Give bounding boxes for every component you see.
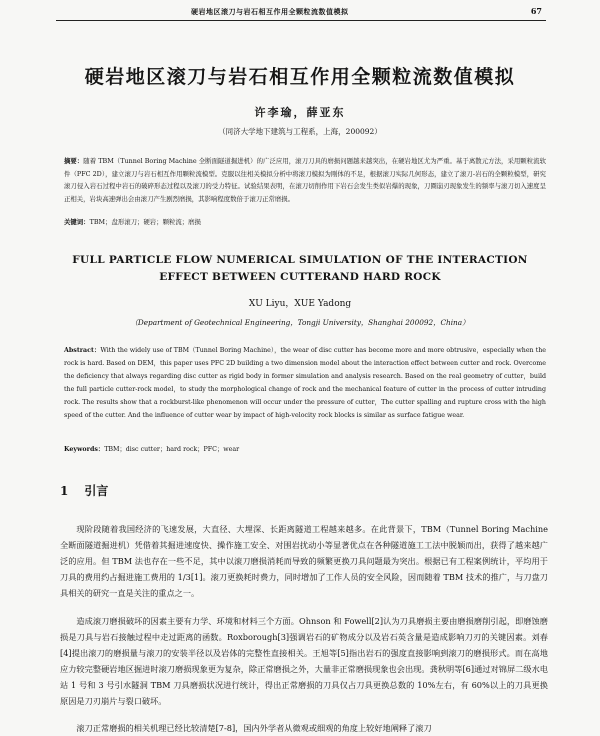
title-en-line1: FULL PARTICLE FLOW NUMERICAL SIMULATION OF THE INTERACTION — [72, 254, 528, 266]
abstract-en-label: Abstract： — [64, 347, 101, 354]
paper-title-en — [0, 252, 600, 286]
keywords-en-text: TBM；disc cutter；hard rock；PFC；wear — [104, 446, 240, 453]
section-number: 1 — [60, 484, 69, 498]
affiliation-cn: （同济大学地下建筑与工程系，上海，200092） — [218, 127, 382, 136]
authors-cn: 许李瑜，薛亚东 — [254, 106, 346, 119]
page-number: 67 — [530, 6, 542, 16]
authors-en: XU Liyu，XUE Yadong — [248, 299, 352, 309]
keywords-en — [64, 444, 546, 453]
paper-title-cn: 硬岩地区滚刀与岩石相互作用全颗粒流数值模拟 — [84, 66, 516, 88]
section-heading — [60, 482, 108, 499]
title-en-line2: EFFECT BETWEEN CUTTERAND HARD ROCK — [159, 271, 441, 283]
body-paragraph: 现阶段随着我国经济的飞速发展，大直径、大埋深、长距离隧道工程越来越多。在此背景下，TBM（Tunnel Boring Machine 全断面隧道掘进机）凭借着其掘进速度快、操作施工安全、对围岩扰动小等显著优点在各种隧道施工工法中脱颖而出，获得了越来越广泛的应用。但 TBM 法也存在一些不足，其中以滚刀磨损消耗而导致的频繁更换刀具问题最为突出。根据已有工程案例统计，平均用于刀具的费用约占掘进施工费用的 1/3[1]。滚刀更换耗时费力，同时增加了工作人员的安全风险，因而随着 TBM 技术的推广，与刀盘刀具相关的研究一直是关注的重点之一。 — [60, 524, 548, 599]
keywords-cn — [64, 217, 546, 227]
abstract-cn-text: 随着 TBM（Tunnel Boring Machine 全断面隧道掘进机）的广泛应用，滚刀刀具的磨损问题越来越突出，在硬岩地区尤为严重。基于离散元方法，采用颗粒流软件（PFC 2D），建立滚刀与岩石相互作用颗粒流模型。克服以往相关模拟分析中将滚刀模拟为刚体的不足，根据滚刀实际几何形态，建立了滚刀-岩石的全颗粒模型，研究滚刀侵入岩石过程中岩石的破碎形态过程以及滚刀的受力特征。试验结果表明，在滚刀切削作用下岩石会发生类似岩爆的现象，刀圈崩刃现象发生的频率与滚刀切入速度呈正相关，岩块高速弹出会由滚刀产生剧烈磨损，其影响程度数倍于滚刀正常磨损。 — [64, 157, 546, 203]
abstract-en — [64, 344, 546, 422]
running-header — [56, 4, 546, 21]
running-title: 硬岩地区滚刀与岩石相互作用全颗粒流数值模拟 — [191, 7, 349, 16]
keywords-cn-label: 关键词： — [64, 218, 90, 226]
abstract-cn-label: 摘要： — [64, 157, 84, 165]
abstract-en-text: With the widely use of TBM（Tunnel Boring Machine），the wear of disc cutter has become more and more obtrusive，especially when the rock is hard. Based on DEM，this paper uses PFC 2D building a two dimension model about the interaction effect between cutter and rock. Overcome the deficiency that always regarding disc cutter as rigid body in former simulation and analysis research. Based on the real geometry of cutter，build the full particle cutter-rock model，to study the morphological change of rock and the mechanical feature of cutter in the process of cutter intruding rock. The results show that a rockburst-like phenomenon will occur under the pressure of cutter，The cutter spalling and rupture cross with the high speed of the cutter. And the influence of cutter wear by impact of high-velocity rock blocks is similar as surface fatigue wear. — [64, 347, 546, 419]
affiliation-en: （Department of Geotechnical Engineering，Tongji University，Shanghai 200092，China） — [130, 318, 470, 327]
keywords-cn-text: TBM；盘形滚刀；硬岩；颗粒流；磨损 — [89, 218, 201, 226]
section-title: 引言 — [84, 484, 109, 498]
body-paragraph: 滚刀正常磨损的相关机理已经比较清楚[7-8]，国内外学者从微观或细观的角度上较好地阐释了滚刀 — [76, 723, 432, 734]
abstract-cn — [64, 155, 546, 205]
body-paragraph: 造成滚刀磨损破坏的因素主要有力学、环境和材料三个方面。Ohnson 和 Fowell[2]认为刀具磨损主要由磨损磨削引起，即磨蚀磨损是刀具与岩石接触过程中走过距离的函数。Roxborough[3]强调岩石的矿物成分以及岩石英含量是造成影响刀刃的关键因素。刘春[4]提出滚刀的磨损量与滚刀的安装半径以及岩体的完整性直接相关。王旭等[5]指出岩石的强度直接影响到滚刀的磨损形式。而在高地应力较完整硬岩地区掘进时滚刀磨损现象更为复杂，除正常磨损之外，大量非正常磨损现象也会出现。龚秋明等[6]通过对锦屏二级水电站 1 号和 3 号引水隧洞 TBM 刀具磨损状况进行统计，得出正常磨损的刀具仅占刀具更换总数的 10%左右，有 60%以上的刀具更换原因是刀刃崩片与裂口破坏。 — [60, 616, 548, 707]
keywords-en-label: Keywords： — [64, 446, 105, 453]
